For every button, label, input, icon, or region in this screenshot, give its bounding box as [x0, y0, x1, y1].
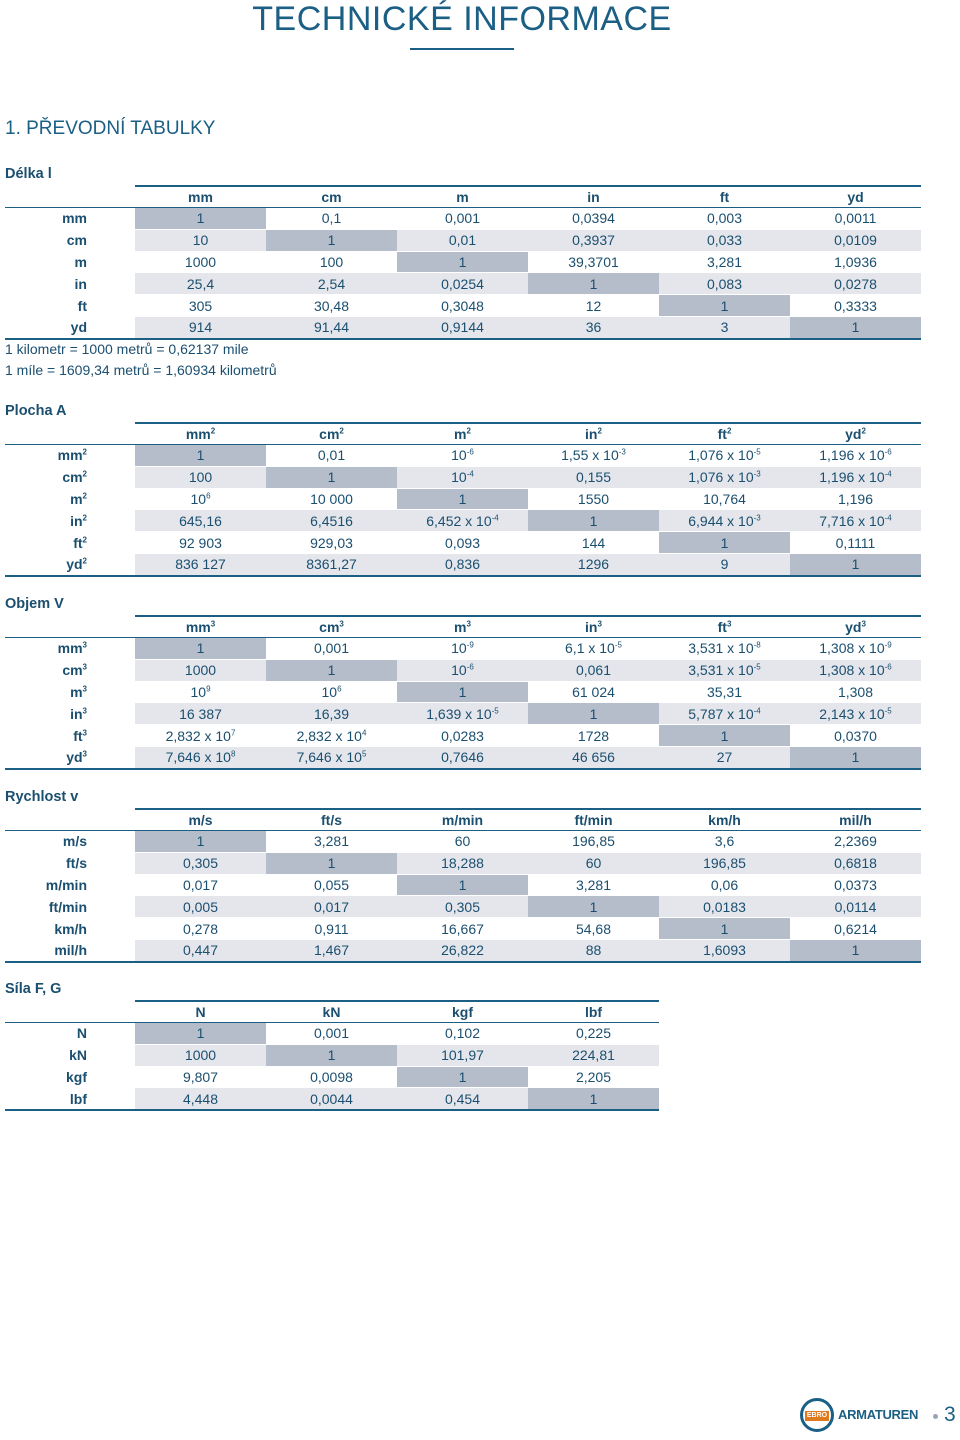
row-header: N: [5, 1023, 135, 1045]
table-cell: 0,102: [397, 1023, 528, 1045]
table-cell: 0,0044: [266, 1088, 397, 1110]
column-header: ft/s: [266, 809, 397, 831]
table-cell: 2,832 x $10^4$: [266, 725, 397, 747]
table-cell: 1,467: [266, 939, 397, 961]
section-heading: 1. PŘEVODNÍ TABULKY: [5, 118, 216, 139]
table-cell: 0,033: [659, 229, 790, 251]
table-cell: 2,205: [528, 1066, 659, 1088]
table-cell: 2,2369: [790, 831, 921, 853]
table-cell: 16,667: [397, 918, 528, 940]
row-header: $mm^3$: [5, 638, 135, 660]
table-cell: 1: [659, 725, 790, 747]
table-cell: 0,0183: [659, 896, 790, 918]
table-cell: 2,143 x $10^{-5}$: [790, 703, 921, 725]
ebro-armaturen-logo: [800, 1398, 920, 1434]
row-header: ft: [5, 295, 135, 317]
table-cell: 0,1111: [790, 532, 921, 554]
table-cell: 3,531 x $10^{-5}$: [659, 659, 790, 681]
table-cell: 1: [790, 746, 921, 768]
page-title: TECHNICKÉ INFORMACE: [252, 0, 672, 38]
table-row: [5, 659, 921, 681]
table-row: [5, 725, 921, 747]
table-cell: $10^6$: [135, 488, 266, 510]
table-cell: 1: [528, 703, 659, 725]
table-cell: 1,639 x $10^{-5}$: [397, 703, 528, 725]
column-header: lbf: [528, 1001, 659, 1023]
logo-mark-icon: [800, 1398, 834, 1432]
table-cell: 0,0370: [790, 725, 921, 747]
table-cell: 101,97: [397, 1044, 528, 1066]
table-cell: 1: [659, 532, 790, 554]
table-cell: 0,278: [135, 918, 266, 940]
table-cell: 645,16: [135, 510, 266, 532]
column-header: $yd^2$: [790, 423, 921, 445]
table-cell: 0,093: [397, 532, 528, 554]
table-row: [5, 229, 921, 251]
page-dot-icon: [933, 1414, 938, 1419]
table-cell: 91,44: [266, 316, 397, 338]
row-header: $in^3$: [5, 703, 135, 725]
table-cell: 1000: [135, 1044, 266, 1066]
table-cell: 0,7646: [397, 746, 528, 768]
table-cell: 6,4516: [266, 510, 397, 532]
table-cell: 1,196 x $10^{-4}$: [790, 466, 921, 488]
table-row: [5, 681, 921, 703]
table-title-objem: Objem V: [5, 596, 64, 612]
table-cell: 0,3937: [528, 229, 659, 251]
table-cell: 1: [397, 681, 528, 703]
column-header: m: [397, 186, 528, 208]
table-corner: [5, 423, 135, 445]
table-row: [5, 488, 921, 510]
table-row: [5, 532, 921, 554]
table-cell: $10^{-6}$: [397, 445, 528, 467]
table-cell: 92 903: [135, 532, 266, 554]
table-cell: 27: [659, 746, 790, 768]
column-header: $cm^3$: [266, 616, 397, 638]
table-cell: 0,017: [266, 896, 397, 918]
table-cell: 1: [528, 1088, 659, 1110]
table-cell: $10^9$: [135, 681, 266, 703]
table-row: [5, 1044, 659, 1066]
table-cell: 3,281: [528, 874, 659, 896]
table-row: [5, 831, 921, 853]
table-block-delka: [5, 163, 921, 340]
table-cell: 60: [528, 852, 659, 874]
note-kilometer: 1 kilometr = 1000 metrů = 0,62137 mile: [5, 341, 249, 357]
table-cell: 0,3048: [397, 295, 528, 317]
table-cell: 1: [397, 488, 528, 510]
row-header: km/h: [5, 918, 135, 940]
table-cell: 0,0114: [790, 896, 921, 918]
column-header: $mm^3$: [135, 616, 266, 638]
table-cell: 2,54: [266, 273, 397, 295]
table-cell: 7,646 x $10^8$: [135, 746, 266, 768]
column-header: kgf: [397, 1001, 528, 1023]
table-cell: 54,68: [528, 918, 659, 940]
table-cell: 3,281: [266, 831, 397, 853]
row-header: ft/min: [5, 896, 135, 918]
table-cell: 0,9144: [397, 316, 528, 338]
column-header: $in^3$: [528, 616, 659, 638]
table-title-delka: Délka l: [5, 166, 52, 182]
table-cell: 0,017: [135, 874, 266, 896]
table-block-sila: [5, 978, 659, 1111]
table-row: [5, 1066, 659, 1088]
table-cell: 1,308 x $10^{-6}$: [790, 659, 921, 681]
table-cell: 1,196: [790, 488, 921, 510]
table-cell: 0,3333: [790, 295, 921, 317]
logo-text: ARMATUREN: [838, 1407, 919, 1422]
conversion-notes: [5, 339, 277, 381]
table-cell: 0,447: [135, 939, 266, 961]
table-row: [5, 874, 921, 896]
logo-badge: EBRO: [806, 1412, 828, 1419]
table-row: [5, 295, 921, 317]
table-cell: 1: [397, 874, 528, 896]
column-header: cm: [266, 186, 397, 208]
table-delka: [5, 185, 921, 340]
row-header: $ft^2$: [5, 532, 135, 554]
table-cell: 914: [135, 316, 266, 338]
column-header: kN: [266, 1001, 397, 1023]
table-cell: 6,944 x $10^{-3}$: [659, 510, 790, 532]
table-cell: 3,281: [659, 251, 790, 273]
table-cell: 0,155: [528, 466, 659, 488]
table-cell: 35,31: [659, 681, 790, 703]
table-cell: 1,6093: [659, 939, 790, 961]
title-underline: [410, 48, 514, 50]
table-cell: 30,48: [266, 295, 397, 317]
table-row: [5, 1023, 659, 1045]
column-header: $yd^3$: [790, 616, 921, 638]
row-header: m/min: [5, 874, 135, 896]
table-cell: 10: [135, 229, 266, 251]
table-title-sila: Síla F, G: [5, 981, 62, 997]
table-cell: 1: [397, 1066, 528, 1088]
table-cell: 0,911: [266, 918, 397, 940]
table-cell: 10 000: [266, 488, 397, 510]
table-cell: 1: [790, 939, 921, 961]
table-cell: 7,646 x $10^5$: [266, 746, 397, 768]
table-cell: 0,836: [397, 553, 528, 575]
table-cell: 836 127: [135, 553, 266, 575]
table-cell: 12: [528, 295, 659, 317]
table-cell: 1: [135, 1023, 266, 1045]
table-row: [5, 918, 921, 940]
row-header: $ft^3$: [5, 725, 135, 747]
column-header: N: [135, 1001, 266, 1023]
table-cell: 0,0109: [790, 229, 921, 251]
table-cell: 1: [528, 510, 659, 532]
table-cell: 1: [266, 852, 397, 874]
table-cell: 0,6214: [790, 918, 921, 940]
table-cell: 16 387: [135, 703, 266, 725]
row-header: cm: [5, 229, 135, 251]
row-header: $yd^2$: [5, 553, 135, 575]
table-cell: 1: [790, 553, 921, 575]
table-cell: 1: [528, 273, 659, 295]
row-header: in: [5, 273, 135, 295]
row-header: mil/h: [5, 939, 135, 961]
table-row: [5, 445, 921, 467]
table-cell: 1,196 x $10^{-6}$: [790, 445, 921, 467]
table-cell: 0,055: [266, 874, 397, 896]
table-cell: 3: [659, 316, 790, 338]
table-cell: 196,85: [528, 831, 659, 853]
table-cell: 46 656: [528, 746, 659, 768]
table-cell: 18,288: [397, 852, 528, 874]
table-corner: [5, 809, 135, 831]
table-row: [5, 703, 921, 725]
table-cell: 60: [397, 831, 528, 853]
table-cell: 5,787 x $10^{-4}$: [659, 703, 790, 725]
table-row: [5, 638, 921, 660]
table-cell: 9: [659, 553, 790, 575]
table-cell: 0,225: [528, 1023, 659, 1045]
table-cell: 1: [659, 295, 790, 317]
table-block-rychlost: [5, 786, 921, 963]
column-header: $in^2$: [528, 423, 659, 445]
page-number: 3: [944, 1403, 956, 1426]
column-header: yd: [790, 186, 921, 208]
table-cell: 0,06: [659, 874, 790, 896]
table-cell: 3,6: [659, 831, 790, 853]
table-cell: 0,305: [397, 896, 528, 918]
table-title-plocha: Plocha A: [5, 403, 67, 419]
table-row: [5, 852, 921, 874]
table-row: [5, 251, 921, 273]
table-cell: 0,0011: [790, 208, 921, 230]
row-header: m/s: [5, 831, 135, 853]
table-cell: 0,6818: [790, 852, 921, 874]
table-row: [5, 208, 921, 230]
table-cell: 16,39: [266, 703, 397, 725]
table-block-objem: [5, 593, 921, 770]
row-header: $yd^3$: [5, 746, 135, 768]
column-header: $cm^2$: [266, 423, 397, 445]
table-cell: 1: [135, 638, 266, 660]
table-cell: 0,01: [266, 445, 397, 467]
table-cell: 10,764: [659, 488, 790, 510]
table-sila: [5, 1000, 659, 1111]
table-plocha: [5, 422, 921, 577]
column-header: $m^2$: [397, 423, 528, 445]
table-cell: 0,001: [397, 208, 528, 230]
column-header: $ft^3$: [659, 616, 790, 638]
table-cell: 4,448: [135, 1088, 266, 1110]
table-title-rychlost: Rychlost v: [5, 789, 79, 805]
table-row: [5, 466, 921, 488]
table-cell: 0,01: [397, 229, 528, 251]
table-cell: 1,0936: [790, 251, 921, 273]
table-objem: [5, 615, 921, 770]
table-cell: 0,083: [659, 273, 790, 295]
row-header: ft/s: [5, 852, 135, 874]
table-row: [5, 316, 921, 338]
table-cell: 1: [135, 208, 266, 230]
column-header: mil/h: [790, 809, 921, 831]
table-row: [5, 510, 921, 532]
row-header: mm: [5, 208, 135, 230]
table-cell: 1550: [528, 488, 659, 510]
table-cell: 0,003: [659, 208, 790, 230]
table-cell: 0,0283: [397, 725, 528, 747]
table-cell: 0,001: [266, 1023, 397, 1045]
column-header: km/h: [659, 809, 790, 831]
table-cell: 1,308 x $10^{-9}$: [790, 638, 921, 660]
column-header: m/s: [135, 809, 266, 831]
table-cell: 2,832 x $10^7$: [135, 725, 266, 747]
column-header: mm: [135, 186, 266, 208]
table-cell: 25,4: [135, 273, 266, 295]
table-cell: 1,076 x $10^{-3}$: [659, 466, 790, 488]
table-cell: 0,001: [266, 638, 397, 660]
table-cell: 1: [790, 316, 921, 338]
row-header: $m^3$: [5, 681, 135, 703]
table-cell: 26,822: [397, 939, 528, 961]
table-cell: 1,55 x $10^{-3}$: [528, 445, 659, 467]
table-cell: 0,0278: [790, 273, 921, 295]
column-header: in: [528, 186, 659, 208]
table-cell: 929,03: [266, 532, 397, 554]
table-cell: 6,1 x $10^{-5}$: [528, 638, 659, 660]
table-cell: 1,308: [790, 681, 921, 703]
table-cell: 0,305: [135, 852, 266, 874]
table-cell: $10^{-6}$: [397, 659, 528, 681]
table-cell: 224,81: [528, 1044, 659, 1066]
column-header: ft/min: [528, 809, 659, 831]
column-header: $ft^2$: [659, 423, 790, 445]
table-cell: 100: [266, 251, 397, 273]
table-cell: 1: [528, 896, 659, 918]
table-row: [5, 1088, 659, 1110]
table-cell: 100: [135, 466, 266, 488]
table-row: [5, 553, 921, 575]
table-cell: 0,1: [266, 208, 397, 230]
table-row: [5, 746, 921, 768]
table-cell: 305: [135, 295, 266, 317]
table-cell: 0,061: [528, 659, 659, 681]
table-cell: 1: [266, 466, 397, 488]
table-cell: 1: [266, 229, 397, 251]
table-cell: 9,807: [135, 1066, 266, 1088]
table-cell: 0,0373: [790, 874, 921, 896]
table-row: [5, 939, 921, 961]
table-cell: 0,454: [397, 1088, 528, 1110]
row-header: yd: [5, 316, 135, 338]
row-header: kN: [5, 1044, 135, 1066]
table-cell: 8361,27: [266, 553, 397, 575]
table-cell: 36: [528, 316, 659, 338]
column-header: m/min: [397, 809, 528, 831]
table-cell: 61 024: [528, 681, 659, 703]
table-cell: 1: [659, 918, 790, 940]
table-cell: 88: [528, 939, 659, 961]
note-mile: 1 míle = 1609,34 metrů = 1,60934 kilometrů: [5, 362, 277, 378]
row-header: $mm^2$: [5, 445, 135, 467]
table-cell: 1000: [135, 659, 266, 681]
row-header: $m^2$: [5, 488, 135, 510]
table-cell: 3,531 x $10^{-8}$: [659, 638, 790, 660]
row-header: kgf: [5, 1066, 135, 1088]
table-cell: 0,005: [135, 896, 266, 918]
row-header: m: [5, 251, 135, 273]
table-cell: 1: [135, 445, 266, 467]
table-cell: 7,716 x $10^{-4}$: [790, 510, 921, 532]
table-cell: 1296: [528, 553, 659, 575]
table-cell: 1: [266, 1044, 397, 1066]
table-row: [5, 896, 921, 918]
column-header: $mm^2$: [135, 423, 266, 445]
row-header: $in^2$: [5, 510, 135, 532]
table-cell: 0,0254: [397, 273, 528, 295]
table-cell: 0,0394: [528, 208, 659, 230]
table-block-plocha: [5, 400, 921, 577]
table-cell: 1,076 x $10^{-5}$: [659, 445, 790, 467]
table-rychlost: [5, 808, 921, 963]
table-cell: 196,85: [659, 852, 790, 874]
table-corner: [5, 1001, 135, 1023]
row-header: lbf: [5, 1088, 135, 1110]
table-cell: 144: [528, 532, 659, 554]
table-cell: 6,452 x $10^{-4}$: [397, 510, 528, 532]
table-cell: 1728: [528, 725, 659, 747]
table-row: [5, 273, 921, 295]
table-cell: 1: [135, 831, 266, 853]
table-corner: [5, 616, 135, 638]
table-cell: 0,0098: [266, 1066, 397, 1088]
table-cell: 1000: [135, 251, 266, 273]
row-header: $cm^2$: [5, 466, 135, 488]
table-cell: 1: [266, 659, 397, 681]
table-cell: $10^{-9}$: [397, 638, 528, 660]
column-header: ft: [659, 186, 790, 208]
table-cell: $10^6$: [266, 681, 397, 703]
table-corner: [5, 186, 135, 208]
row-header: $cm^3$: [5, 659, 135, 681]
column-header: $m^3$: [397, 616, 528, 638]
table-cell: 39,3701: [528, 251, 659, 273]
table-cell: $10^{-4}$: [397, 466, 528, 488]
table-cell: 1: [397, 251, 528, 273]
